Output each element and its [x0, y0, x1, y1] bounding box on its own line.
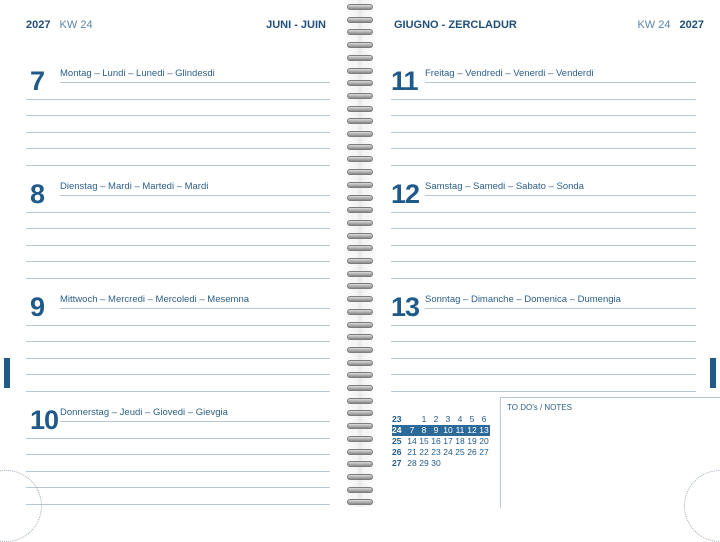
day-name: Freitag – Vendredi – Venerdi – Venderdi: [425, 68, 594, 79]
writing-line: [391, 132, 696, 133]
spiral-ring: [347, 29, 373, 35]
calendar-day: 1: [421, 414, 427, 424]
writing-line: [391, 358, 696, 359]
right-page-tab: [710, 358, 716, 388]
spiral-ring: [347, 385, 373, 391]
week-number: 27: [392, 458, 402, 468]
calendar-day: 8: [418, 425, 430, 436]
calendar-day: 23: [431, 447, 441, 457]
spiral-ring: [347, 106, 373, 112]
writing-line: [391, 99, 696, 100]
spiral-ring: [347, 17, 373, 23]
writing-line: [26, 165, 330, 166]
calendar-day: [454, 458, 466, 469]
writing-line: [60, 421, 330, 422]
writing-line: [26, 391, 330, 392]
writing-line: [391, 228, 696, 229]
writing-line: [26, 504, 330, 505]
writing-line: [391, 278, 696, 279]
left-year: 2027: [26, 19, 51, 31]
spiral-ring: [347, 398, 373, 404]
spiral-ring: [347, 207, 373, 213]
writing-line: [391, 341, 696, 342]
writing-line: [425, 308, 696, 309]
week-number: 24: [392, 425, 406, 436]
spiral-ring: [347, 487, 373, 493]
calendar-week-row: [392, 425, 490, 436]
calendar-day: 28: [407, 458, 417, 468]
spiral-ring: [347, 360, 373, 366]
calendar-week-row: [392, 436, 490, 447]
spiral-ring: [347, 309, 373, 315]
calendar-day: [406, 414, 418, 425]
day-name: Donnerstag – Jeudi – Giovedi – Gievgia: [60, 407, 228, 418]
spiral-ring: [347, 474, 373, 480]
calendar-day: 24: [443, 447, 453, 457]
writing-line: [26, 358, 330, 359]
spiral-ring: [347, 80, 373, 86]
left-month: JUNI - JUIN: [266, 19, 326, 31]
calendar-day: 14: [407, 436, 417, 446]
calendar-week-row: [392, 414, 490, 425]
spiral-ring: [347, 283, 373, 289]
day-number: 10: [30, 405, 59, 435]
calendar-week-row: [392, 458, 490, 469]
writing-line: [26, 148, 330, 149]
spiral-ring: [347, 93, 373, 99]
spiral-ring: [347, 245, 373, 251]
spiral-ring: [347, 182, 373, 188]
day-number: 7: [30, 66, 45, 96]
writing-line: [391, 212, 696, 213]
writing-line: [26, 245, 330, 246]
right-week: KW 24: [637, 19, 671, 31]
writing-line: [26, 99, 330, 100]
right-month: GIUGNO - ZERCLADUR: [394, 19, 517, 31]
writing-line: [391, 148, 696, 149]
calendar-day: [478, 458, 490, 469]
calendar-day: 7: [406, 425, 418, 436]
notes-box: [500, 397, 720, 508]
right-year: 2027: [679, 19, 704, 31]
spiral-ring: [347, 322, 373, 328]
spiral-ring: [347, 144, 373, 150]
calendar-day: 12: [467, 425, 477, 435]
left-page: [0, 0, 342, 507]
day-number: 9: [30, 292, 45, 322]
spiral-ring: [347, 169, 373, 175]
day-number: 8: [30, 179, 45, 209]
writing-line: [26, 228, 330, 229]
writing-line: [425, 82, 696, 83]
spiral-ring: [347, 461, 373, 467]
calendar-day: 2: [433, 414, 439, 424]
calendar-day: 6: [481, 414, 487, 424]
writing-line: [391, 325, 696, 326]
calendar-week-row: [392, 447, 490, 458]
spiral-ring: [347, 410, 373, 416]
week-number: 23: [392, 414, 402, 424]
spiral-ring: [347, 296, 373, 302]
spiral-ring: [347, 220, 373, 226]
right-header-week-year: [637, 19, 704, 31]
spiral-ring: [347, 347, 373, 353]
writing-line: [26, 261, 330, 262]
day-number: 12: [391, 179, 420, 209]
calendar-day: 4: [457, 414, 463, 424]
calendar-day: 18: [455, 436, 465, 446]
calendar-day: 30: [431, 458, 441, 468]
writing-line: [26, 471, 330, 472]
writing-line: [391, 115, 696, 116]
writing-line: [26, 212, 330, 213]
mini-calendar-table: [392, 414, 490, 469]
spiral-ring: [347, 449, 373, 455]
calendar-day: 19: [467, 436, 477, 446]
day-name: Samstag – Samedi – Sabato – Sonda: [425, 181, 584, 192]
writing-line: [391, 261, 696, 262]
calendar-day: [466, 458, 478, 469]
writing-line: [425, 195, 696, 196]
calendar-day: 16: [431, 436, 441, 446]
day-name: Mittwoch – Mercredi – Mercoledi – Mesemna: [60, 294, 250, 305]
writing-line: [60, 195, 330, 196]
writing-line: [26, 325, 330, 326]
writing-line: [26, 438, 330, 439]
writing-line: [391, 245, 696, 246]
spiral-ring: [347, 271, 373, 277]
calendar-day: 5: [469, 414, 475, 424]
writing-line: [391, 374, 696, 375]
day-name: Montag – Lundi – Lunedi – Glindesdi: [60, 68, 215, 79]
calendar-day: 20: [479, 436, 489, 446]
week-number: 26: [392, 447, 402, 457]
writing-line: [391, 165, 696, 166]
calendar-day: 11: [455, 425, 465, 435]
spiral-ring: [347, 55, 373, 61]
calendar-day: 22: [419, 447, 429, 457]
calendar-day: 9: [430, 425, 442, 436]
spiral-ring: [347, 131, 373, 137]
spiral-ring: [347, 68, 373, 74]
writing-line: [26, 115, 330, 116]
calendar-day: [442, 458, 454, 469]
spiral-ring: [347, 4, 373, 10]
spiral-binding: [342, 0, 378, 507]
day-number: 11: [391, 66, 418, 96]
spiral-ring: [347, 436, 373, 442]
calendar-day: 3: [445, 414, 451, 424]
calendar-day: 13: [479, 425, 489, 435]
day-number: 13: [391, 292, 420, 322]
spiral-ring: [347, 499, 373, 505]
day-name: Sonntag – Dimanche – Domenica – Dumengia: [425, 294, 621, 305]
writing-line: [60, 82, 330, 83]
week-number: 25: [392, 436, 402, 446]
spiral-ring: [347, 372, 373, 378]
calendar-day: 21: [407, 447, 417, 457]
spiral-ring: [347, 118, 373, 124]
writing-line: [26, 341, 330, 342]
day-name: Dienstag – Mardi – Martedi – Mardi: [60, 181, 209, 192]
calendar-day: 27: [479, 447, 489, 457]
writing-line: [391, 391, 696, 392]
calendar-day: 25: [455, 447, 465, 457]
left-week: KW 24: [59, 19, 93, 31]
calendar-day: 17: [443, 436, 453, 446]
spiral-ring: [347, 258, 373, 264]
writing-line: [26, 374, 330, 375]
spiral-ring: [347, 233, 373, 239]
writing-line: [26, 454, 330, 455]
spiral-ring: [347, 42, 373, 48]
spiral-ring: [347, 156, 373, 162]
writing-line: [60, 308, 330, 309]
spiral-ring: [347, 334, 373, 340]
calendar-day: 10: [443, 425, 453, 435]
writing-line: [26, 132, 330, 133]
calendar-day: 29: [419, 458, 429, 468]
notes-label: TO DO's / NOTES: [507, 403, 572, 412]
spiral-ring: [347, 195, 373, 201]
calendar-day: 26: [467, 447, 477, 457]
left-page-tab: [4, 358, 10, 388]
writing-line: [26, 278, 330, 279]
writing-line: [26, 487, 330, 488]
spiral-ring: [347, 423, 373, 429]
mini-calendar: [392, 414, 490, 469]
left-header-year-week: [26, 19, 93, 31]
calendar-day: 15: [419, 436, 429, 446]
